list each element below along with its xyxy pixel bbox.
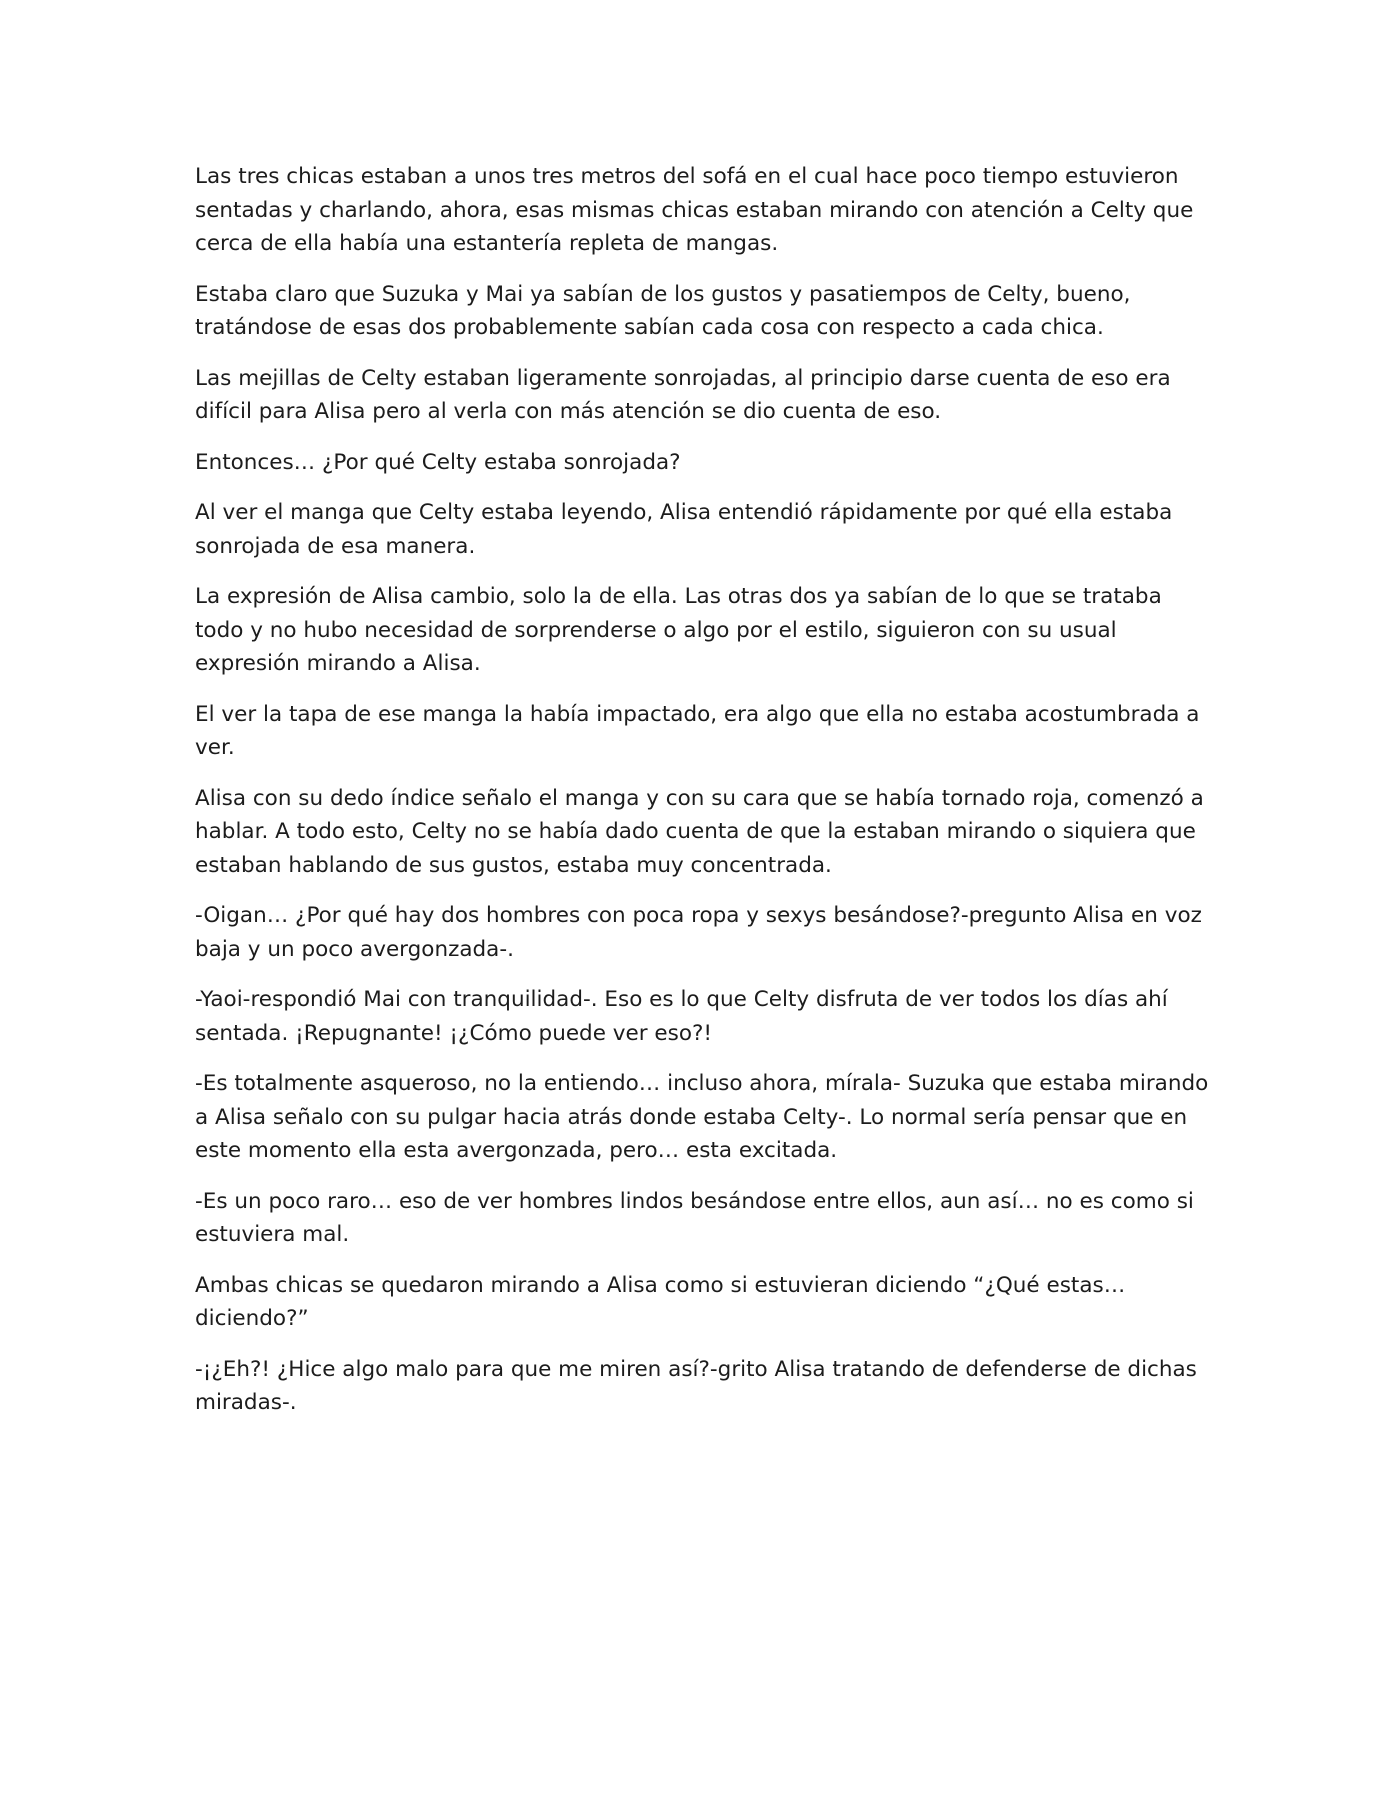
paragraph: -Es totalmente asqueroso, no la entiendo… incluso ahora, mírala- Suzuka que estaba mirando a Alisa señalo con su pulgar hacia atrás donde estaba Celty-. Lo normal sería pensar que en este momento ella esta avergonzada, pero… esta excitada. (195, 1071, 1209, 1163)
paragraph: Estaba claro que Suzuka y Mai ya sabían de los gustos y pasatiempos de Celty, bueno, tratándose de esas dos probablemente sabían cada cosa con respecto a cada chica. (195, 281, 1131, 340)
paragraph: La expresión de Alisa cambio, solo la de ella. Las otras dos ya sabían de lo que se trataba todo y no hubo necesidad de sorprenderse o algo por el estilo, siguieron con su usual expresión mirando a Alisa. (195, 584, 1162, 676)
paragraph: -Oigan… ¿Por qué hay dos hombres con poca ropa y sexys besándose?-pregunto Alisa en voz baja y un poco avergonzada-. (195, 903, 1202, 962)
paragraph: Al ver el manga que Celty estaba leyendo, Alisa entendió rápidamente por qué ella estaba sonrojada de esa manera. (195, 500, 1173, 559)
paragraph: Las mejillas de Celty estaban ligeramente sonrojadas, al principio darse cuenta de eso era difícil para Alisa pero al verla con más atención se dio cuenta de eso. (195, 365, 1171, 424)
paragraph: Alisa con su dedo índice señalo el manga y con su cara que se había tornado roja, comenzó a hablar. A todo esto, Celty no se había dado cuenta de que la estaban mirando o siquiera que estaban hablando de sus gustos, estaba muy concentrada. (195, 785, 1204, 878)
paragraph: -Es un poco raro… eso de ver hombres lindos besándose entre ellos, aun así… no es como si estuviera mal. (195, 1188, 1194, 1247)
document-body (195, 160, 1210, 1437)
paragraph: Ambas chicas se quedaron mirando a Alisa como si estuvieran diciendo “¿Qué estas… diciendo?” (195, 1272, 1126, 1331)
paragraph: El ver la tapa de ese manga la había impactado, era algo que ella no estaba acostumbrada a ver. (195, 701, 1200, 760)
paragraph: -¡¿Eh?! ¿Hice algo malo para que me miren así?-grito Alisa tratando de defenderse de dichas miradas-. (195, 1356, 1197, 1415)
paragraph: Entonces… ¿Por qué Celty estaba sonrojada? (195, 449, 681, 475)
paragraph: Las tres chicas estaban a unos tres metros del sofá en el cual hace poco tiempo estuvieron sentadas y charlando, ahora, esas mismas chicas estaban mirando con atención a Celty que cerca de ella había una estantería repleta de mangas. (195, 164, 1194, 256)
paragraph: -Yaoi-respondió Mai con tranquilidad-. Eso es lo que Celty disfruta de ver todos los días ahí sentada. ¡Repugnante! ¡¿Cómo puede ver eso?! (195, 987, 1168, 1046)
